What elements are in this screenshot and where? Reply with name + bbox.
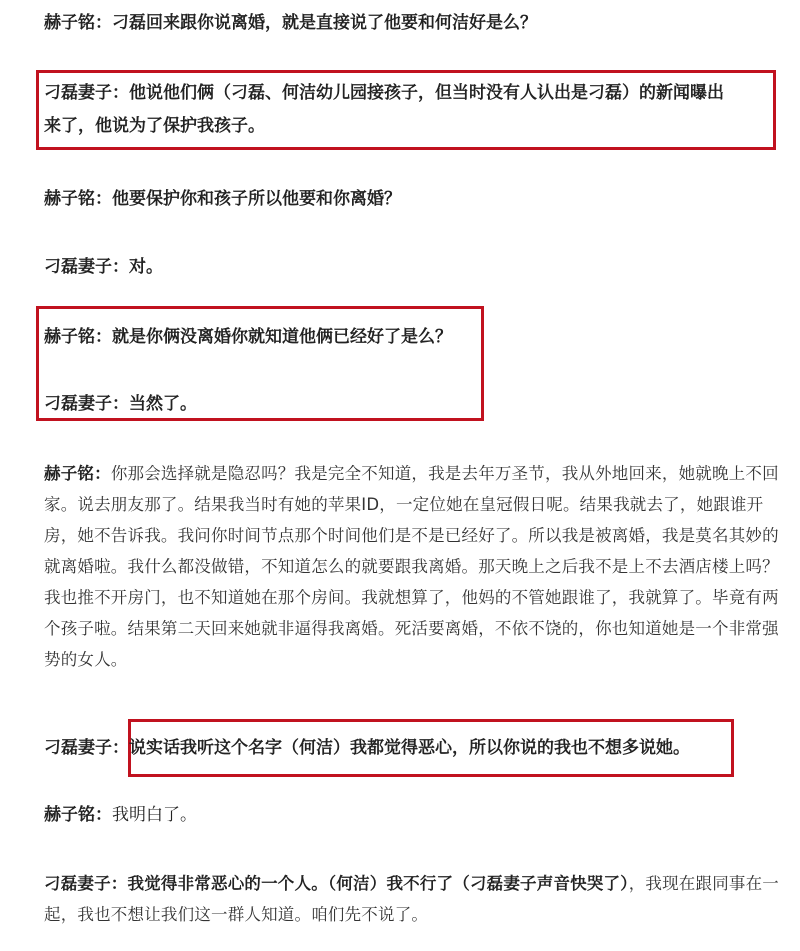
dialogue-line-2 (44, 82, 724, 104)
utterance: 我明白了。 (112, 805, 197, 825)
dialogue-line-6 (44, 393, 197, 415)
utterance: 说实话我听这个名字（何洁）我都觉得恶心，所以你说的我也不想多说她。 (129, 738, 690, 758)
dialogue-paragraph-7 (44, 458, 784, 675)
utterance: 你那会选择就是隐忍吗？我是完全不知道，我是去年万圣节，我从外地回来，她就晚上不回家。说去朋友那了。结果我当时有她的苹果ID，一定位她在皇冠假日呢。结果我就去了，她跟谁开房，她不告诉我。我问你时间节点那个时间他们是不是已经好了。所以我是被离婚，我是莫名其妙的就离婚啦。我什么都没做错，不知道怎么的就要跟我离婚。那天晚上之后我不是上不去酒店楼上吗？我也推不开房门，也不知道她在那个房间。我就想算了，他妈的不管她跟谁了，我就算了。毕竟有两个孩子啦。结果第二天回来她就非逼得我离婚。死活要离婚，不依不饶的，你也知道她是一个非常强势的女人。 (44, 464, 779, 669)
dialogue-line-3 (44, 188, 401, 210)
utterance: 刁磊回来跟你说离婚，就是直接说了他要和何洁好是么？ (112, 13, 537, 33)
dialogue-line-4 (44, 256, 163, 278)
dialogue-line-2-cont (44, 115, 265, 137)
speaker: 赫子铭： (44, 189, 112, 209)
speaker: 赫子铭： (44, 464, 111, 483)
speaker: 刁磊妻子： (44, 83, 129, 103)
speaker: 赫子铭： (44, 805, 112, 825)
dialogue-line-8 (44, 737, 690, 759)
dialogue-line-5 (44, 326, 452, 348)
utterance: 当然了。 (129, 394, 197, 414)
utterance: 对。 (129, 257, 163, 277)
speaker: 赫子铭： (44, 327, 112, 347)
utterance-continued: 来了，他说为了保护我孩子。 (44, 116, 265, 136)
speaker: 刁磊妻子： (44, 874, 128, 893)
dialogue-line-9 (44, 804, 197, 826)
utterance: 他说他们俩（刁磊、何洁幼儿园接孩子，但当时没有人认出是刁磊）的新闻曝出 (129, 83, 724, 103)
speaker: 刁磊妻子： (44, 738, 129, 758)
speaker: 刁磊妻子： (44, 394, 129, 414)
utterance-bold: 我觉得非常恶心的一个人。（何洁）我不行了（刁磊妻子声音快哭了） (127, 874, 629, 893)
speaker: 赫子铭： (44, 13, 112, 33)
dialogue-line-1 (44, 12, 537, 34)
utterance: 就是你俩没离婚你就知道他俩已经好了是么？ (112, 327, 452, 347)
utterance: 他要保护你和孩子所以他要和你离婚？ (112, 189, 401, 209)
utterance-continued: ，我现在跟同事在一起，我也不想让我们这一群人知道。咱们先不说了。 (44, 874, 780, 924)
speaker: 刁磊妻子： (44, 257, 129, 277)
dialogue-paragraph-10 (44, 868, 784, 930)
